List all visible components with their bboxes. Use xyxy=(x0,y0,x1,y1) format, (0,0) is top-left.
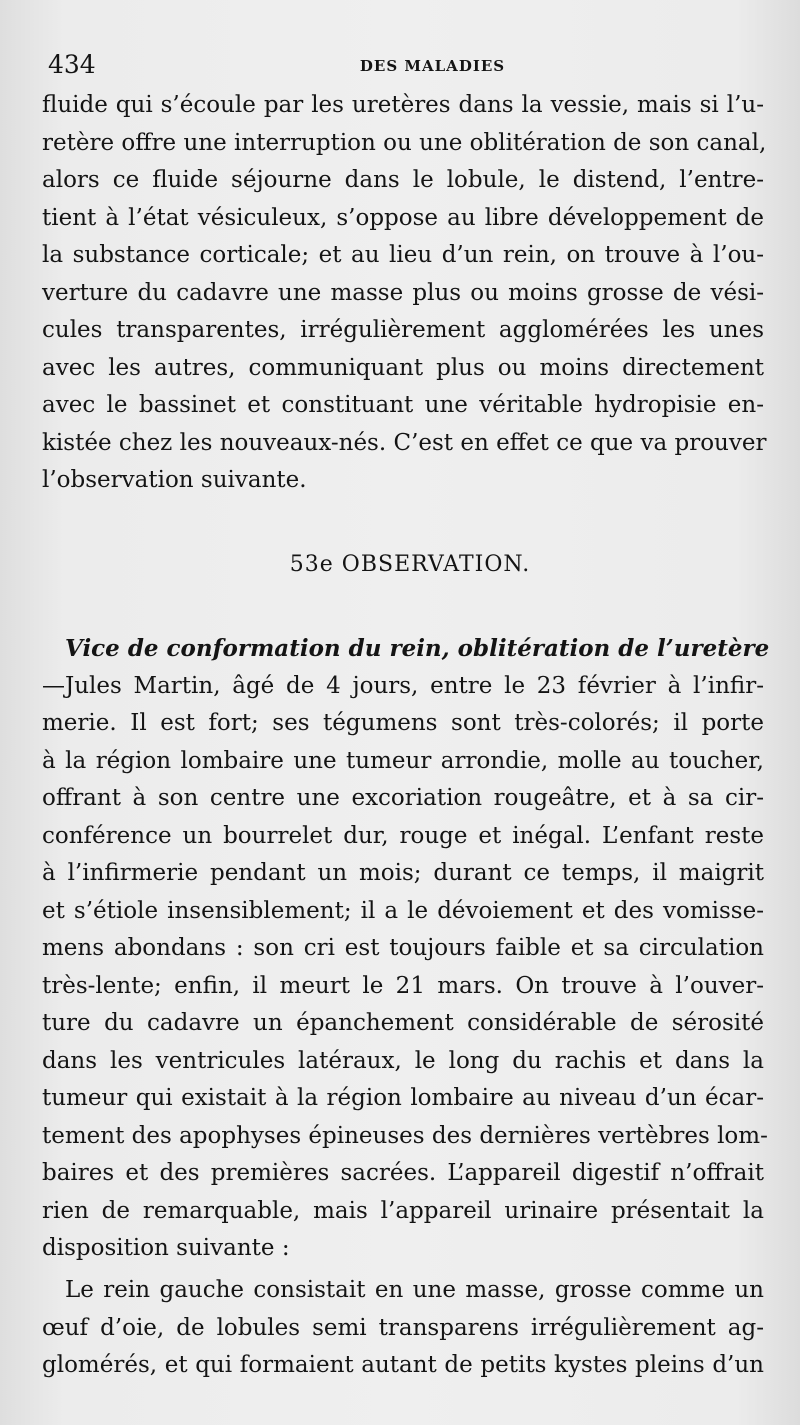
text-line: à la région lombaire une tumeur arrondie, molle au toucher, xyxy=(42,747,764,774)
text-line: tement des apophyses épineuses des dernières vertèbres lom- xyxy=(42,1122,768,1149)
text-line: merie. Il est fort; ses tégumens sont très-colorés; il porte xyxy=(42,710,764,736)
text-line: alors ce fluide séjourne dans le lobule, le distend, l’entre- xyxy=(42,167,764,193)
text-line: mens abondans : son cri est toujours faible et sa circulation xyxy=(42,935,764,961)
text-line: œuf d’oie, de lobules semi transparens irrégulièrement ag- xyxy=(42,1314,764,1341)
text-line: à l’infirmerie pendant un mois; durant ce temps, il maigrit xyxy=(42,860,764,886)
text-line: avec le bassinet et constituant une véritable hydropisie en- xyxy=(42,392,764,418)
text-line: rien de remarquable, mais l’appareil urinaire présentait la xyxy=(42,1197,764,1224)
text-line: et s’étiole insensiblement; il a le dévoiement et des vomisse- xyxy=(42,897,764,924)
paragraph-1 xyxy=(42,87,767,500)
text-line: dans les ventricules latéraux, le long du rachis et dans la xyxy=(42,1047,764,1074)
text-line: la substance corticale; et au lieu d’un rein, on trouve à l’ou- xyxy=(42,242,764,268)
text-line: ture du cadavre un épanchement considérable de sérosité xyxy=(42,1010,764,1036)
page-header xyxy=(45,50,760,82)
text-line: très-lente; enfin, il meurt le 21 mars. On trouve à l’ouver- xyxy=(42,972,764,999)
text-line: tient à l’état vésiculeux, s’oppose au libre développement de xyxy=(42,204,764,231)
text-line: baires et des premières sacrées. L’appareil digestif n’offrait xyxy=(42,1160,764,1186)
page-number: 434 xyxy=(48,50,96,79)
observation-heading: 53e OBSERVATION. xyxy=(289,552,531,577)
text-line: l’observation suivante. xyxy=(42,467,307,493)
text-line: —Jules Martin, âgé de 4 jours, entre le 23 février à l’infir- xyxy=(42,672,764,699)
text-line: verture du cadavre une masse plus ou moins grosse de vési- xyxy=(42,279,764,306)
text-line: kistée chez les nouveaux-nés. C’est en effet ce que va prouver xyxy=(42,429,767,456)
paragraph-3 xyxy=(42,1272,764,1385)
case-title: Vice de conformation du rein, oblitération de l’uretère xyxy=(65,635,770,662)
text-line: conférence un bourrelet dur, rouge et inégal. L’enfant reste xyxy=(42,822,764,849)
running-head: DES MALADIES xyxy=(359,57,506,75)
text-line: Le rein gauche consistait en une masse, grosse comme un xyxy=(65,1277,764,1303)
paragraph-2 xyxy=(42,630,770,1268)
text-line: retère offre une interruption ou une oblitération de son canal, xyxy=(42,129,767,156)
text-line: offrant à son centre une excoriation rougeâtre, et à sa cir- xyxy=(42,785,764,811)
text-line: disposition suivante : xyxy=(42,1235,290,1261)
text-line: fluide qui s’écoule par les uretères dans la vessie, mais si l’u- xyxy=(42,92,764,118)
text-line: tumeur qui existait à la région lombaire au niveau d’un écar- xyxy=(42,1085,764,1111)
text-line: avec les autres, communiquant plus ou moins directement xyxy=(42,354,764,381)
text-line: glomérés, et qui formaient autant de petits kystes pleins d’un xyxy=(42,1352,764,1378)
text-line: cules transparentes, irrégulièrement agglomérées les unes xyxy=(42,317,764,343)
